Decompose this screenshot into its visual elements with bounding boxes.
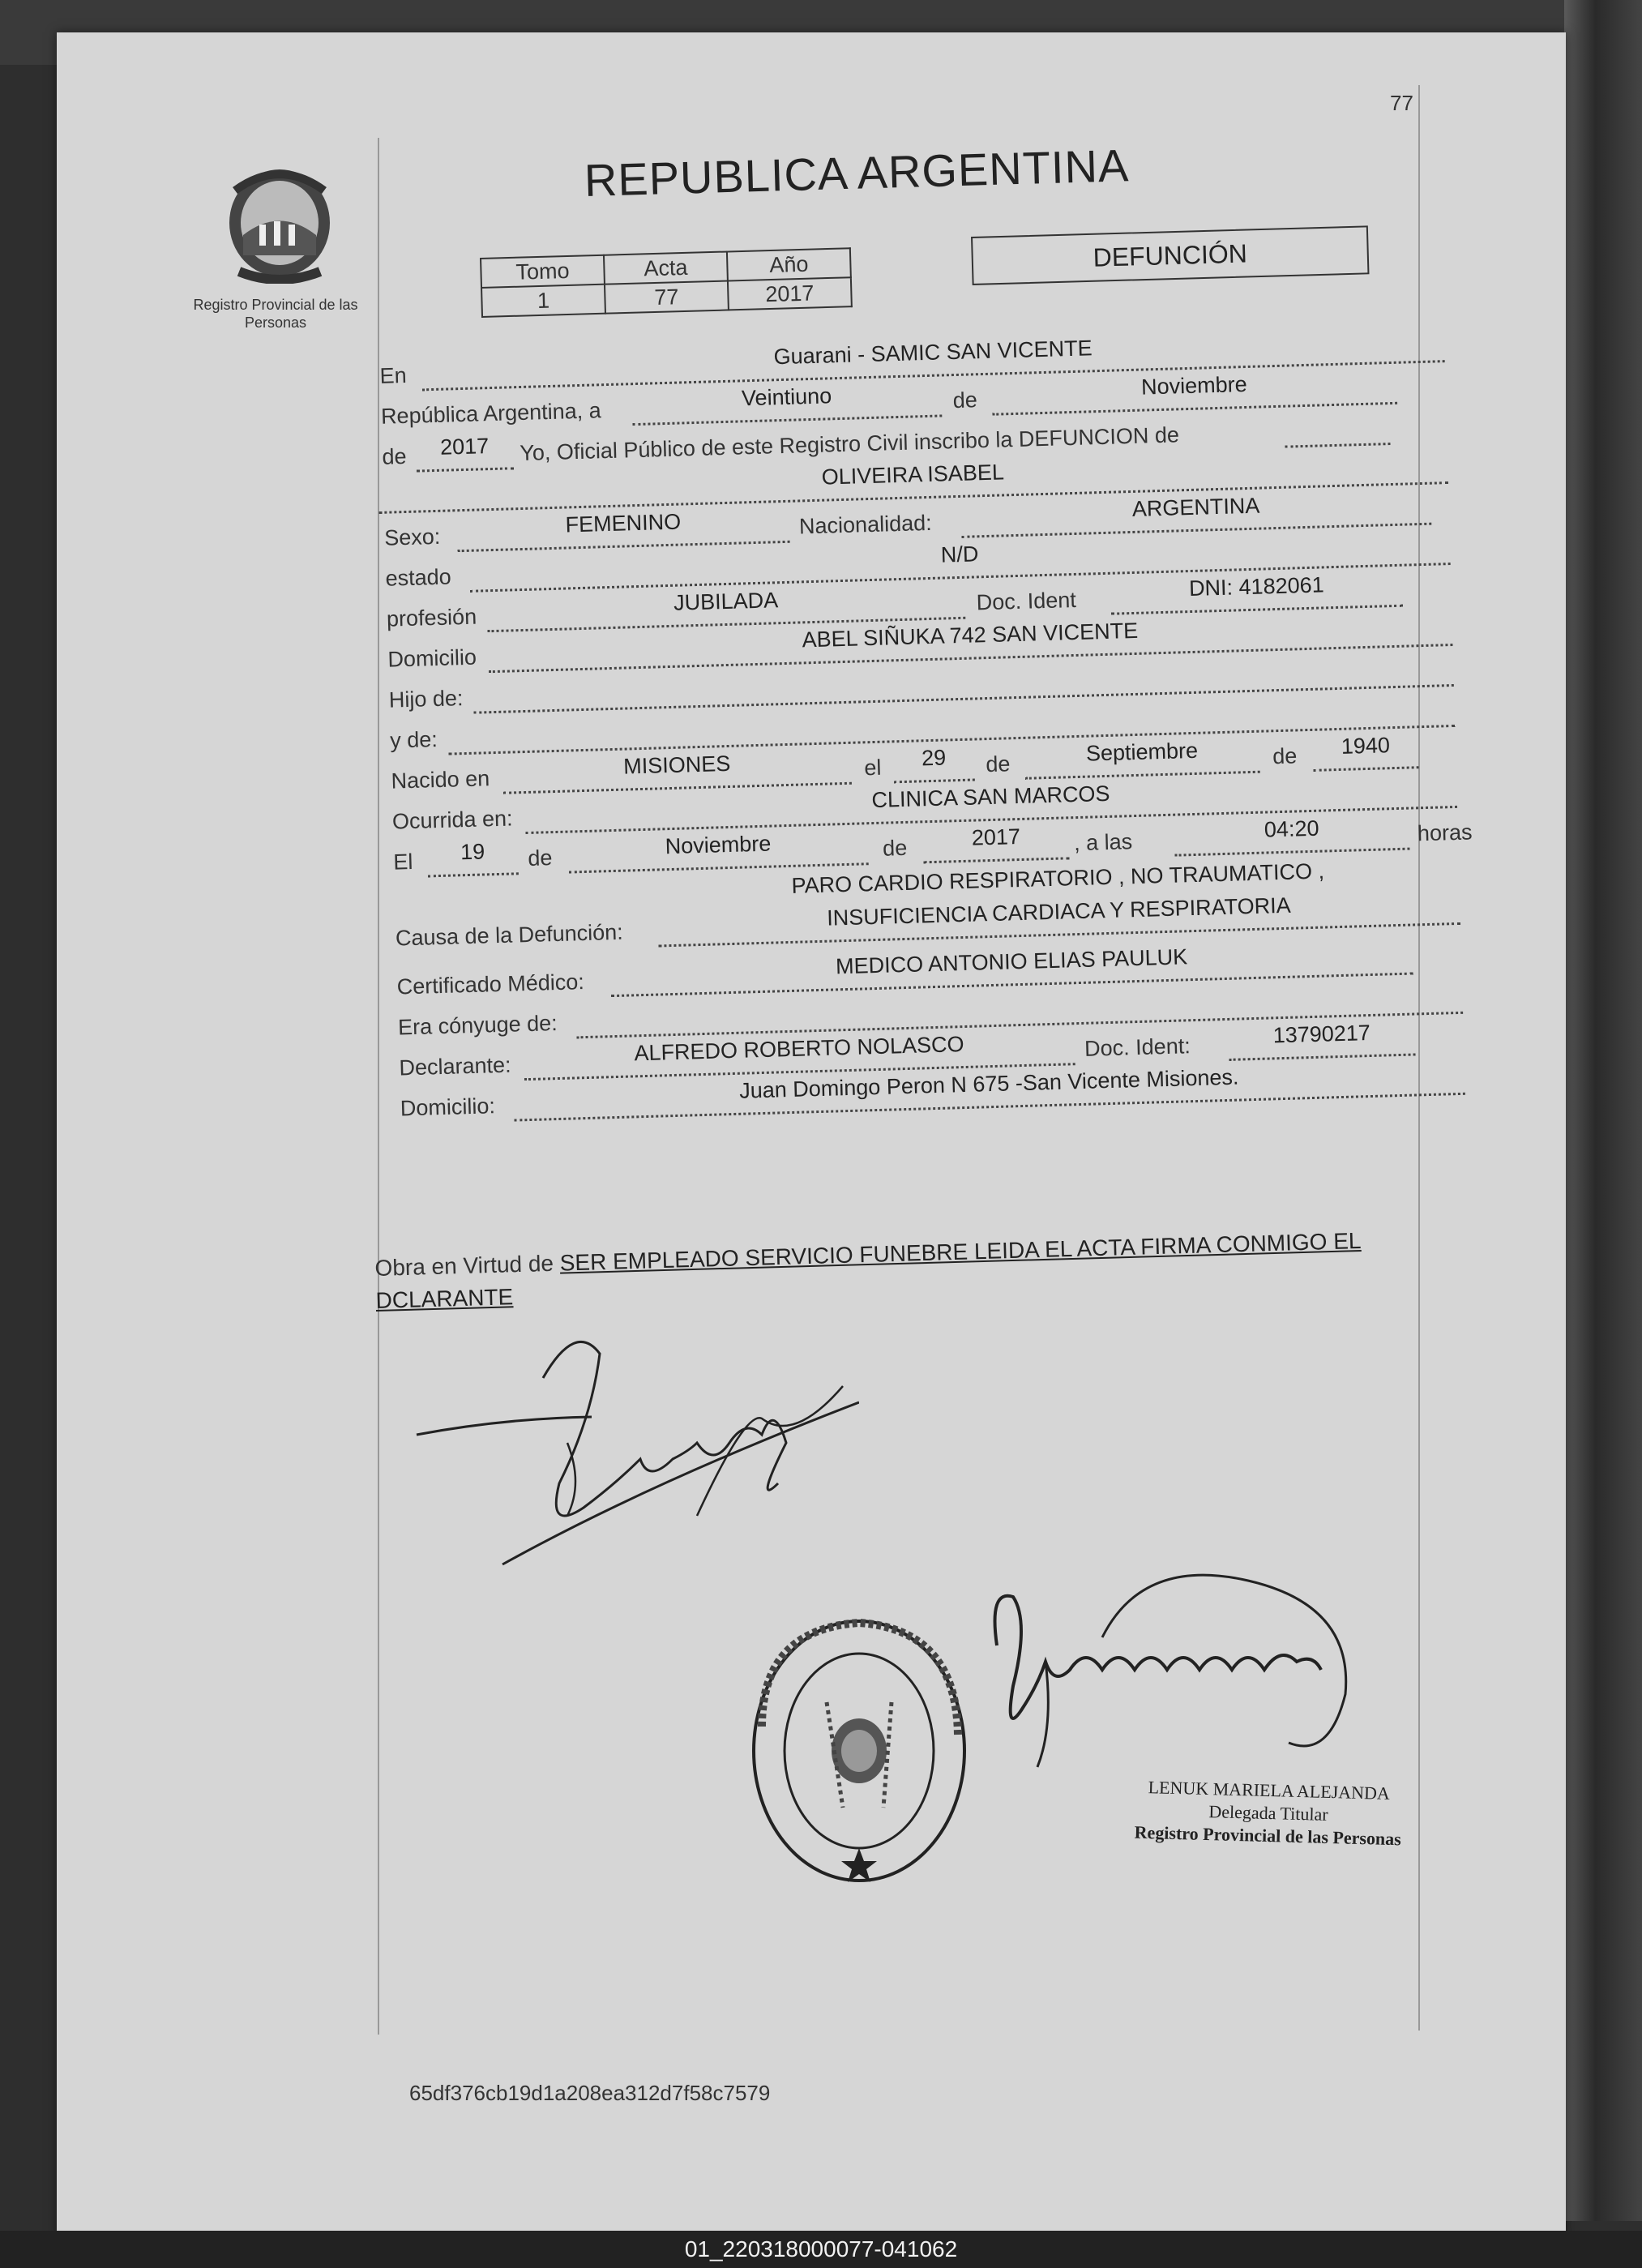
label-yo-oficial: Yo, Oficial Público de este Registro Civil inscribo la DEFUNCION de <box>519 422 1180 466</box>
ref-header-tomo: Tomo <box>481 255 605 288</box>
official-name: LENUK MARIELA ALEJANDA <box>1148 1777 1391 1804</box>
value-anio-inscripcion: 2017 <box>416 431 514 472</box>
label-conyuge: Era cónyuge de: <box>397 1011 558 1040</box>
label-profesion: profesión <box>386 604 477 631</box>
value-domicilio-declarante: Juan Domingo Peron N 675 -San Vicente Misiones. <box>513 1057 1465 1122</box>
value-lugar: Guarani - SAMIC SAN VICENTE <box>421 324 1445 391</box>
label-declarante: Declarante: <box>399 1052 511 1081</box>
ref-value-anio: 2017 <box>728 277 852 310</box>
image-footer-id: 01_220318000077-041062 <box>0 2231 1642 2268</box>
document-hash: 65df376cb19d1a208ea312d7f58c7579 <box>409 2081 771 2105</box>
label-de-5: de <box>527 845 553 871</box>
value-mes-inscripcion: Noviembre <box>991 366 1397 416</box>
ref-value-acta: 77 <box>605 280 729 313</box>
label-obra: Obra en Virtud de <box>374 1250 554 1281</box>
label-doc-ident-2: Doc. Ident: <box>1084 1033 1191 1061</box>
label-el: el <box>863 755 882 781</box>
official-office: Registro Provincial de las Personas <box>1134 1821 1402 1850</box>
label-de-2: de <box>382 443 407 469</box>
label-estado: estado <box>385 564 452 591</box>
label-horas: horas <box>1417 819 1473 846</box>
page-number: 77 <box>1390 91 1413 115</box>
label-certificado: Certificado Médico: <box>396 969 585 999</box>
ref-value-tomo: 1 <box>481 285 605 317</box>
value-obra-virtud: SER EMPLEADO SERVICIO FUNEBRE LEIDA EL ACTA FIRMA CONMIGO EL DCLARANTE <box>375 1228 1362 1313</box>
label-domicilio-2: Domicilio: <box>400 1093 496 1121</box>
reference-table <box>480 247 853 318</box>
label-nacionalidad: Nacionalidad: <box>798 510 933 539</box>
value-dia-nac: 29 <box>893 743 975 784</box>
label-de-4: de <box>1272 743 1298 769</box>
label-el-cap: El <box>393 849 413 875</box>
ref-header-acta: Acta <box>604 251 728 284</box>
act-type-box: DEFUNCIÓN <box>971 225 1369 285</box>
label-nacido-en: Nacido en <box>391 766 490 794</box>
value-estado: N/D <box>469 527 1451 593</box>
value-anio-nac: 1940 <box>1312 730 1418 772</box>
label-causa: Causa de la Defunción: <box>395 919 624 951</box>
label-sexo: Sexo: <box>383 524 441 550</box>
value-nacionalidad: ARGENTINA <box>960 487 1431 538</box>
official-signature-block <box>1118 1775 1419 1851</box>
value-certificado: MEDICO ANTONIO ELIAS PAULUK <box>610 937 1413 998</box>
binder-edge <box>1564 0 1642 2221</box>
label-domicilio: Domicilio <box>387 644 477 672</box>
label-en: En <box>379 362 408 388</box>
value-dia-inscripcion: Veintiuno <box>631 379 942 426</box>
value-causa-1: PARO CARDIO RESPIRATORIO , NO TRAUMATICO , <box>791 858 1325 898</box>
value-nacido-en: MISIONES <box>502 747 852 794</box>
value-dia-def: 19 <box>427 837 519 877</box>
ref-header-anio: Año <box>727 248 851 280</box>
value-profesion: JUBILADA <box>486 581 965 632</box>
value-nombre: OLIVEIRA ISABEL <box>378 446 1448 514</box>
label-de-3: de <box>985 751 1011 777</box>
label-ocurrida-en: Ocurrida en: <box>391 806 513 834</box>
value-mes-nac: Septiembre <box>1024 735 1260 780</box>
registry-seal-stamp <box>746 1613 973 1889</box>
value-sexo: FEMENINO <box>456 505 789 552</box>
misiones-emblem-icon <box>219 158 340 284</box>
value-causa-2: INSUFICIENCIA CARDIACA Y RESPIRATORIA <box>657 887 1460 948</box>
value-anio-def: 2017 <box>922 821 1069 863</box>
value-mes-def: Noviembre <box>568 827 869 873</box>
value-doc-declarante: 13790217 <box>1228 1017 1415 1060</box>
declarant-signature <box>405 1321 859 1581</box>
label-de: de <box>952 387 978 413</box>
label-doc-ident: Doc. Ident <box>976 587 1077 615</box>
label-republica: República Argentina, a <box>380 398 602 429</box>
document-title: REPUBLICA ARGENTINA <box>584 139 1131 206</box>
label-a-las: , a las <box>1073 829 1133 856</box>
value-domicilio: ABEL SIÑUKA 742 SAN VICENTE <box>488 608 1453 673</box>
official-signature <box>981 1573 1418 1783</box>
value-hora-def: 04:20 <box>1174 812 1409 857</box>
label-hijo-de: Hijo de: <box>388 686 464 712</box>
value-dni: DNI: 4182061 <box>1110 569 1403 615</box>
value-blank <box>1284 407 1390 448</box>
value-ocurrida-en: CLINICA SAN MARCOS <box>524 770 1457 834</box>
label-y-de: y de: <box>389 727 438 753</box>
label-de-6: de <box>882 835 908 861</box>
value-declarante: ALFREDO ROBERTO NOLASCO <box>524 1027 1075 1081</box>
registry-caption: Registro Provincial de las Personas <box>193 297 358 331</box>
official-role: Delegada Titular <box>1208 1801 1328 1825</box>
